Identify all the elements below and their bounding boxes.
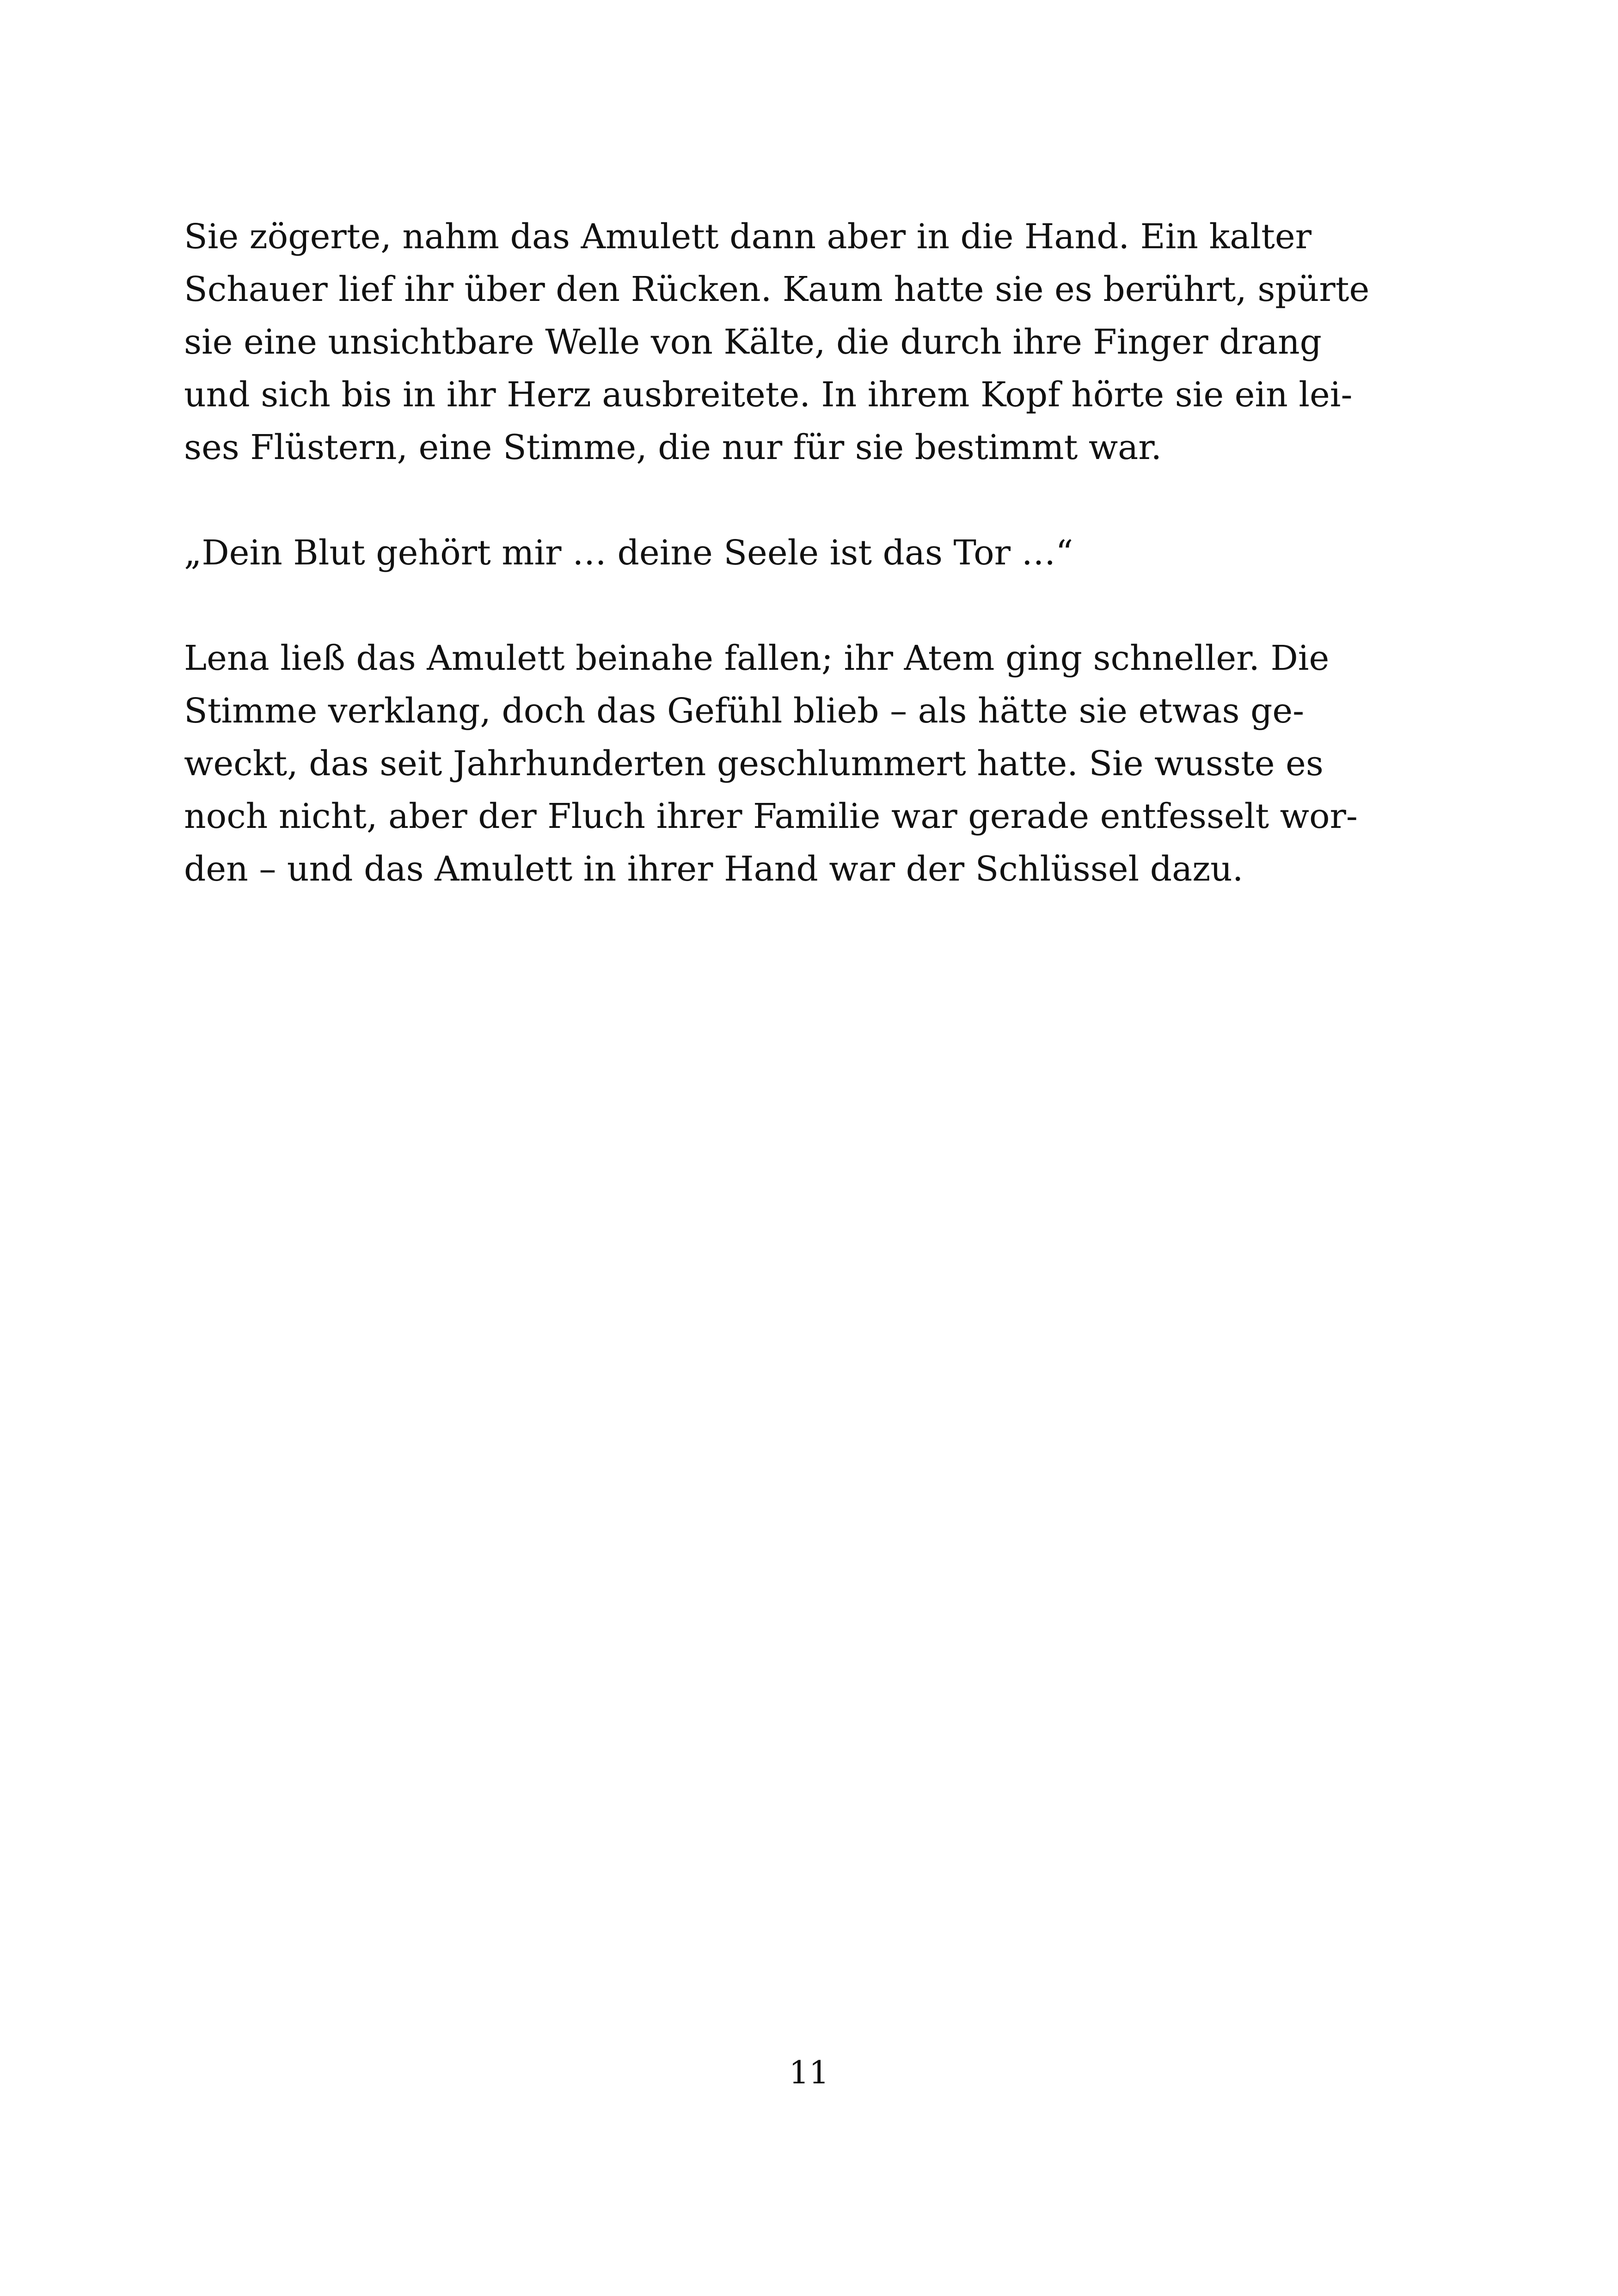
text-line: sie eine unsichtbare Welle von Kälte, die durch ihre Finger drang xyxy=(184,322,1322,362)
paragraph-1 xyxy=(184,210,1441,474)
paragraph-2-quote xyxy=(184,527,1441,579)
text-line: ses Flüstern, eine Stimme, die nur für sie bestimmt war. xyxy=(184,428,1162,467)
text-line: Lena ließ das Amulett beinahe fallen; ihr Atem ging schneller. Die xyxy=(184,638,1330,678)
body-text xyxy=(184,210,1441,948)
paragraph-3 xyxy=(184,632,1441,895)
text-line: und sich bis in ihr Herz ausbreitete. In ihrem Kopf hörte sie ein lei- xyxy=(184,375,1353,415)
text-line: noch nicht, aber der Fluch ihrer Familie war gerade entfesselt wor- xyxy=(184,796,1358,836)
text-line: Schauer lief ihr über den Rücken. Kaum hatte sie es berührt, spürte xyxy=(184,269,1370,309)
page-number: 11 xyxy=(789,2055,829,2091)
text-line: Sie zögerte, nahm das Amulett dann aber in die Hand. Ein kalter xyxy=(184,217,1312,257)
text-line: weckt, das seit Jahrhunderten geschlummert hatte. Sie wusste es xyxy=(184,744,1324,784)
text-line: Stimme verklang, doch das Gefühl blieb – als hätte sie etwas ge- xyxy=(184,691,1305,731)
text-line: „Dein Blut gehört mir … deine Seele ist das Tor …“ xyxy=(184,533,1073,573)
text-line: den – und das Amulett in ihrer Hand war der Schlüssel dazu. xyxy=(184,849,1244,889)
